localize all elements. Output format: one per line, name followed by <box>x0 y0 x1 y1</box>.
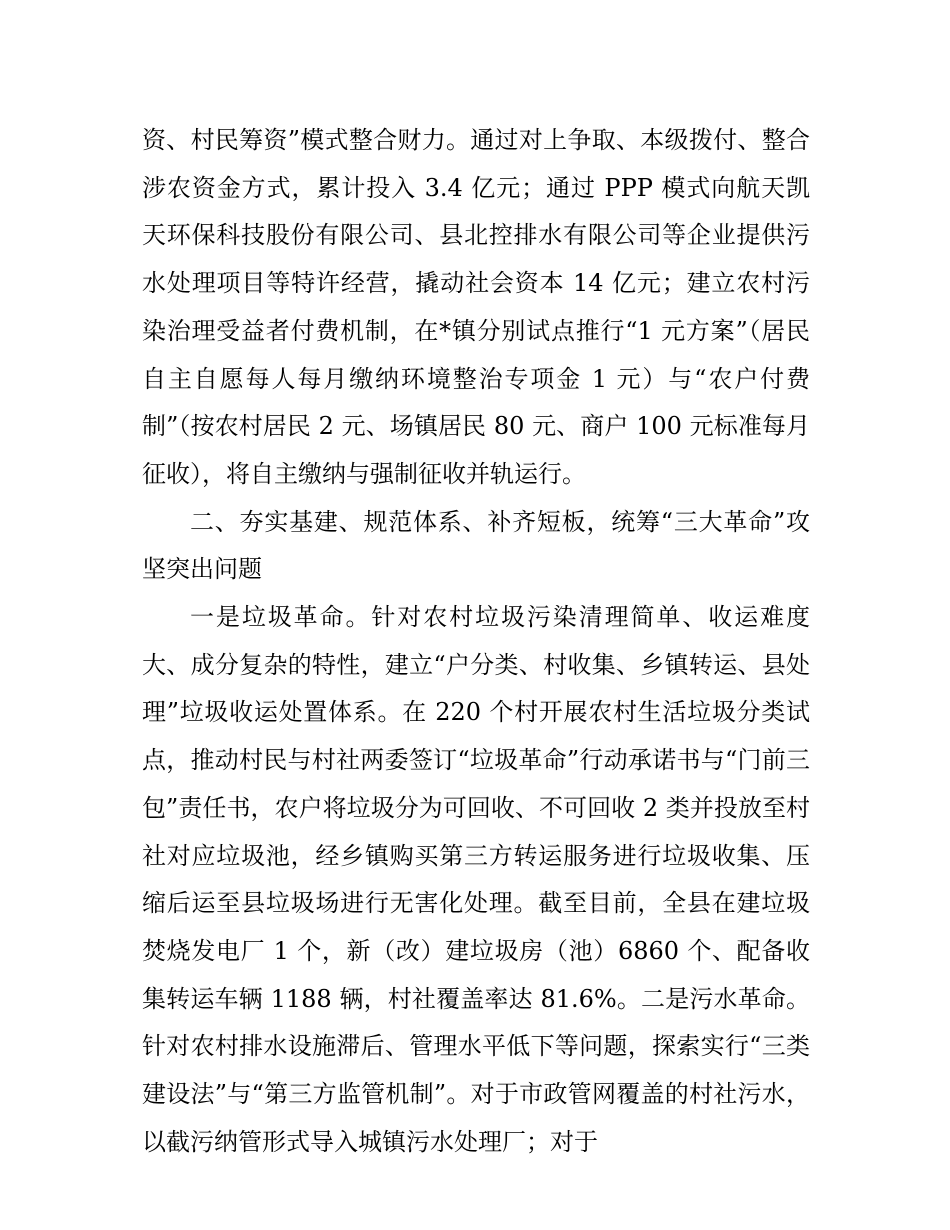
document-body <box>142 117 810 1166</box>
paragraph-garbage-sewage-revolution: 一是垃圾革命。针对农村垃圾污染清理简单、收运难度大、成分复杂的特性，建立“户分类、村收集、乡镇转运、县处理”垃圾收运处置体系。在 220 个村开展农村生活垃圾分类试点，推动村民与村社两委签订“垃圾革命”行动承诺书与“门前三包”责任书，农户将垃圾分为可回收、不可回收 2 类并投放至村社对应垃圾池，经乡镇购买第三方转运服务进行垃圾收集、压缩后运至县垃圾场进行无害化处理。截至目前，全县在建垃圾焚烧发电厂 1 个，新（改）建垃圾房（池）6860 个、配备收集转运车辆 1188 辆，村社覆盖率达 81.6%。二是污水革命。针对农村排水设施滞后、管理水平低下等问题，探索实行“三类建设法”与“第三方监管机制”。对于市政管网覆盖的村社污水，以截污纳管形式导入城镇污水处理厂；对于 <box>142 603 810 1156</box>
section-heading-three-revolutions: 二、夯实基建、规范体系、补齐短板，统筹“三大革命”攻坚突出问题 <box>142 507 810 584</box>
paragraph-funding-continuation: 资、村民筹资”模式整合财力。通过对上争取、本级拨付、整合涉农资金方式，累计投入 3.4 亿元；通过 PPP 模式向航天凯天环保科技股份有限公司、县北控排水有限公司等企业提供污水处理项目等特许经营，撬动社会资本 14 亿元；建立农村污染治理受益者付费机制，在*镇分别试点推行“1 元方案”（居民自主自愿每人每月缴纳环境整治专项金 1 元）与“农户付费制”（按农村居民 2 元、场镇居民 80 元、商户 100 元标准每月征收），将自主缴纳与强制征收并轨运行。 <box>142 126 810 488</box>
